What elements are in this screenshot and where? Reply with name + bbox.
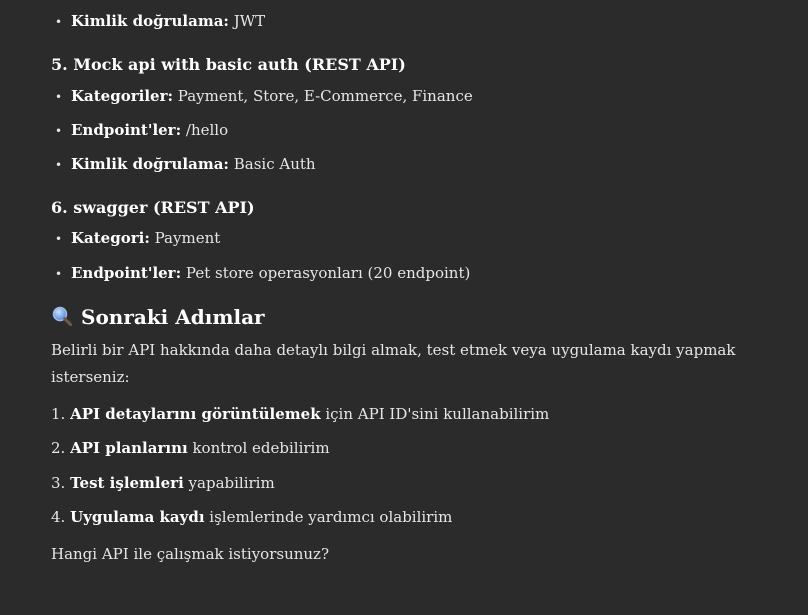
item-value: Basic Auth [228, 155, 316, 173]
item-bold: API planlarını [70, 439, 188, 457]
item-bold: Uygulama kaydı [70, 508, 205, 526]
item-number: 2. [51, 439, 66, 457]
item-number: 1. [51, 405, 66, 423]
next-steps-heading [51, 304, 265, 330]
magnifier-icon [51, 305, 73, 327]
item-text: yapabilirim [183, 474, 275, 492]
item-value: Payment, Store, E-Commerce, Finance [173, 87, 473, 105]
bullet-icon: • [55, 15, 63, 29]
list-item [51, 507, 452, 527]
bullet-icon: • [55, 158, 63, 172]
item-text: kontrol edebilirim [187, 439, 330, 457]
item-bold: API detaylarını görüntülemek [70, 405, 321, 423]
list-item [51, 11, 265, 32]
list-item [51, 263, 470, 284]
list-item [51, 438, 330, 458]
item-label: Kimlik doğrulama: [71, 155, 229, 173]
item-text: işlemlerinde yardımcı olabilirim [204, 508, 453, 526]
bullet-icon: • [55, 90, 63, 104]
item-label: Kimlik doğrulama: [71, 12, 229, 30]
item-number: 4. [51, 508, 66, 526]
item-number: 3. [51, 474, 66, 492]
list-item [51, 404, 549, 424]
next-steps-intro: Belirli bir API hakkında daha detaylı bilgi almak, test etmek veya uygulama kaydı yapmak isterseniz: [51, 341, 736, 386]
closing-question: Hangi API ile çalışmak istiyorsunuz? [51, 545, 329, 563]
section6-heading: 6. swagger (REST API) [51, 198, 255, 217]
list-item [51, 154, 316, 175]
bullet-icon: • [55, 232, 63, 246]
list-item [51, 473, 275, 493]
item-value: /hello [181, 121, 229, 139]
item-value: JWT [228, 12, 266, 30]
item-label: Kategori: [71, 229, 150, 247]
item-label: Endpoint'ler: [71, 121, 182, 139]
item-value: Pet store operasyonları (20 endpoint) [181, 264, 471, 282]
list-item [51, 120, 228, 141]
list-item [51, 86, 473, 107]
item-value: Payment [149, 229, 221, 247]
list-item [51, 228, 220, 249]
item-label: Kategoriler: [71, 87, 174, 105]
bullet-icon: • [55, 124, 63, 138]
bullet-icon: • [55, 267, 63, 281]
item-label: Endpoint'ler: [71, 264, 182, 282]
item-bold: Test işlemleri [70, 474, 184, 492]
item-text: için API ID'sini kullanabilirim [320, 405, 550, 423]
next-steps-title: Sonraki Adımlar [81, 305, 265, 329]
section5-heading: 5. Mock api with basic auth (REST API) [51, 55, 406, 74]
